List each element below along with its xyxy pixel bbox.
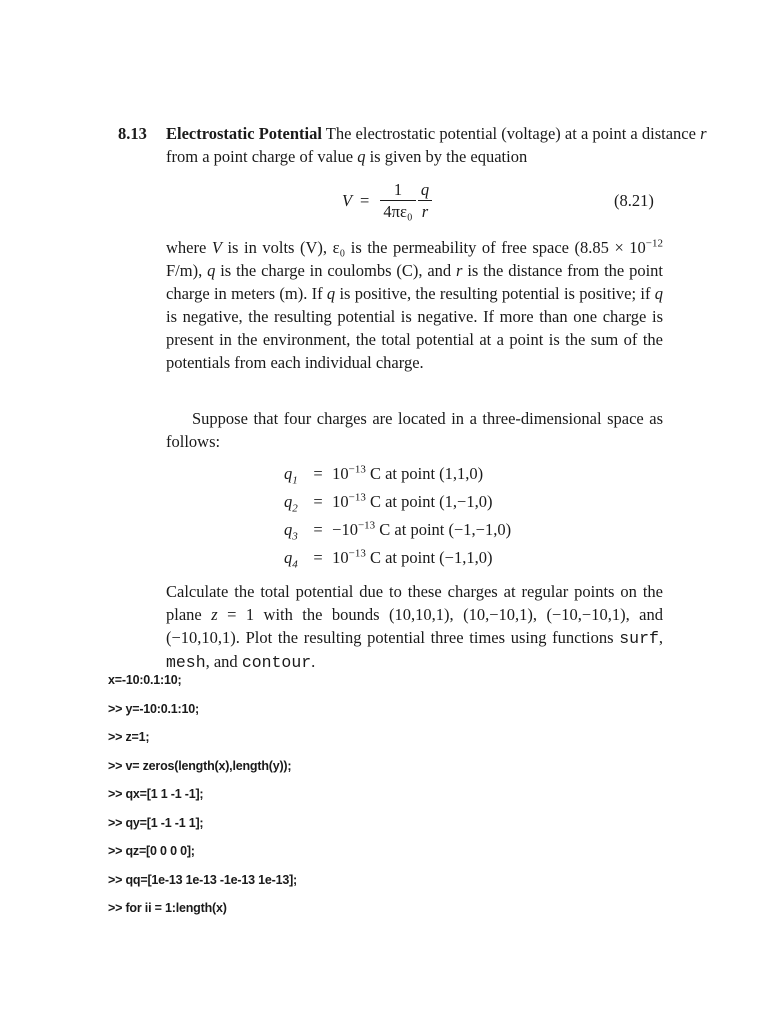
charge-base: 10 [341, 520, 358, 539]
code-line: >> qy=[1 -1 -1 1]; [108, 815, 204, 830]
p1-text: is the distance from the point charge in meters (m). If [166, 261, 664, 303]
charges-list [284, 460, 511, 572]
intro-text-end: is given by the equation [365, 147, 528, 166]
p1-text: is in volts (V), [221, 238, 333, 257]
fraction-constant-denominator: 4πε₀ [383, 202, 413, 221]
task-paragraph [166, 580, 663, 674]
charge-location: C at point (1,1,0) [365, 464, 484, 483]
code-line: >> y=-10:0.1:10; [108, 701, 199, 716]
p1-text: is positive, the resulting potential is positive; if [335, 284, 655, 303]
charge-row [284, 488, 511, 516]
p3-var-z: z [211, 605, 218, 624]
charge-row [284, 544, 511, 572]
charge-symbol: $q_3$ [284, 520, 298, 543]
charge-equals: = [313, 464, 323, 483]
charge-base: 10 [332, 492, 349, 511]
charge-base: 10 [332, 548, 349, 567]
charge-symbol: $q_2$ [284, 492, 298, 515]
code-line: >> v= zeros(length(x),length(y)); [108, 758, 292, 773]
intro-text: The electrostatic potential (voltage) at a point a distance [325, 124, 701, 143]
code-line: x=-10:0.1:10; [108, 673, 182, 687]
fraction-constant [380, 180, 416, 223]
p1-var-q: q [326, 284, 336, 303]
charge-exponent: −13 [357, 519, 376, 532]
function-contour: contour [241, 653, 312, 672]
p1-text: F/m), [166, 261, 208, 280]
charge-exponent: −13 [348, 547, 366, 560]
charge-equals: = [313, 492, 323, 511]
function-mesh: mesh [166, 653, 206, 672]
charge-equals: = [313, 548, 323, 567]
code-line: >> z=1; [108, 730, 150, 744]
charge-base: 10 [332, 464, 349, 483]
charge-exponent: −13 [348, 491, 366, 504]
variable-explanation-paragraph [166, 236, 663, 374]
p3-text: , and [205, 652, 242, 671]
matlab-code-block [108, 671, 708, 928]
p1-text: is the charge in coulombs (C), and [215, 261, 457, 280]
fraction-charge-numerator: q [418, 180, 432, 201]
equation-8-21 [0, 178, 768, 226]
p1-var-v: V [211, 238, 222, 257]
intro-r: r [700, 124, 707, 143]
charge-row [284, 516, 511, 544]
charge-location: C at point (−1,1,0) [365, 548, 493, 567]
charge-sign: − [332, 520, 342, 539]
p1-var-q: q [207, 261, 216, 280]
problem-number: 8.13 [118, 124, 147, 143]
code-line: >> qq=[1e-13 1e-13 -1e-13 1e-13]; [108, 872, 297, 887]
code-line: >> qz=[0 0 0 0]; [108, 844, 195, 858]
p3-text: Calculate the total potential due to these charges at regular points on the plane [166, 582, 663, 624]
fraction-distance-denominator: r [421, 202, 429, 221]
code-line: >> for ii = 1:length(x) [108, 901, 227, 915]
p1-epsilon: ε₀ [332, 238, 346, 257]
equation-equals: = [360, 191, 370, 210]
problem-intro [118, 122, 711, 168]
function-surf: surf [619, 629, 659, 648]
intro-q: q [357, 147, 366, 166]
p1-text: where [166, 238, 212, 257]
p3-text: , [658, 628, 663, 647]
charge-equals: = [313, 520, 323, 539]
p1-exponent: −12 [645, 237, 663, 250]
p3-text: . [311, 652, 316, 671]
charge-symbol: $q_4$ [284, 548, 298, 571]
charge-symbol: $q_1$ [284, 464, 298, 487]
charge-location: C at point (1,−1,0) [365, 492, 493, 511]
code-line: >> qx=[1 1 -1 -1]; [108, 787, 204, 801]
equation-number: (8.21) [614, 191, 654, 210]
charge-location: C at point (−1,−1,0) [375, 520, 512, 539]
p3-text: = 1 with the bounds (10,10,1), (10,−10,1), (−10,−10,1), and (−10,10,1). Plot the resulting potential three times using functions [166, 605, 663, 647]
intro-text-mid: from a point charge of value [166, 147, 358, 166]
p1-var-r: r [456, 261, 463, 280]
charge-row [284, 460, 511, 488]
p1-var-q: q [654, 284, 663, 303]
charges-intro-paragraph: Suppose that four charges are located in a three-dimensional space as follows: [166, 409, 663, 451]
fraction-constant-numerator: 1 [380, 180, 416, 201]
p1-text: is negative, the resulting potential is negative. If more than one charge is present in the environment, the total potential at a point is the sum of the potentials from each individual charge. [166, 307, 663, 372]
fraction-charge-distance [418, 180, 432, 223]
charge-exponent: −13 [348, 463, 366, 476]
equation-lhs: V [342, 191, 353, 210]
problem-title: Electrostatic Potential [166, 124, 322, 143]
p1-text: is the permeability of free space (8.85 × 10 [345, 238, 646, 257]
